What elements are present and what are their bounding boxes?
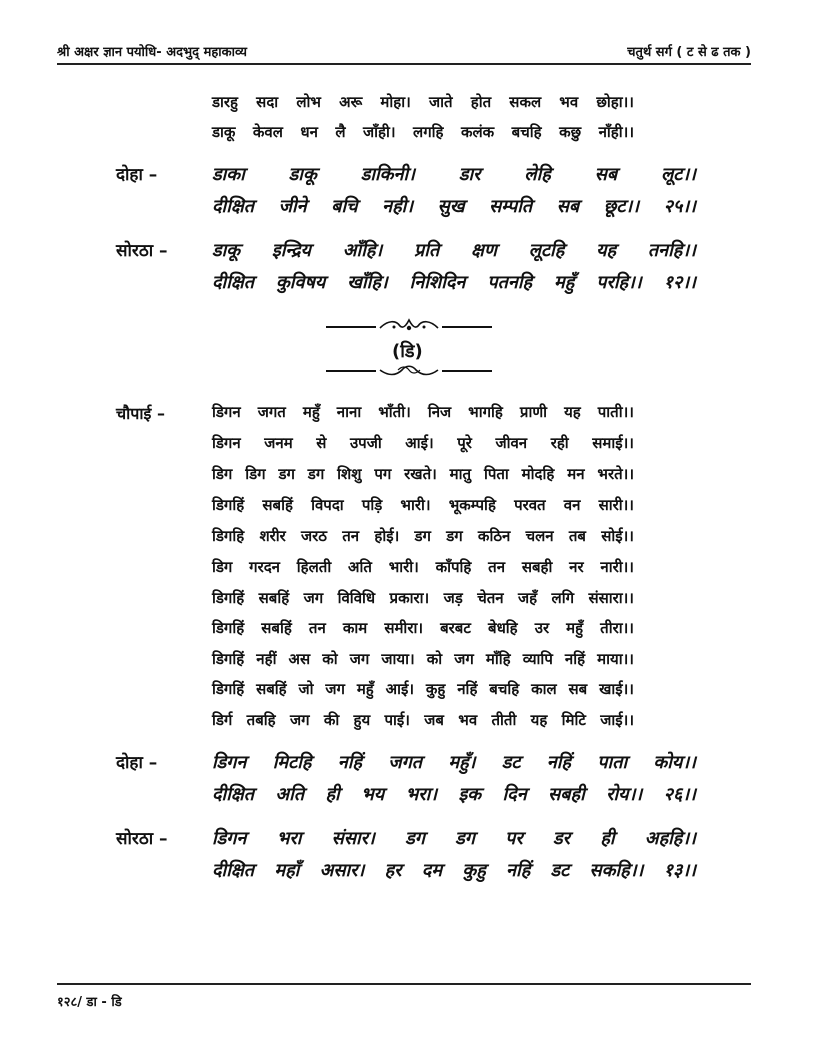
ornament-bottom-icon xyxy=(376,362,442,378)
soratha-label: सोरठा – xyxy=(116,241,168,261)
page-header xyxy=(57,40,751,60)
footer-rule xyxy=(57,983,751,985)
soratha-line: दीक्षित महाँ असार। हर दम कुहु नहिं डट सकहि।। १३।। xyxy=(212,860,696,881)
chaupai-line: डिगहिं सबहिं जो जग महुँ आई। कुहु नहिं बचहि काल सब खाई।। xyxy=(212,680,634,698)
chaupai-line: डिगहिं सबहिं जग विविधि प्रकारा। जड़ चेतन जहँ लगि संसारा।। xyxy=(212,589,634,607)
verse-line: डाकू केवल धन लै जाँही। लगहि कलंक बचहि कछु नाँही।। xyxy=(212,123,634,141)
verse-line: डारहु सदा लोभ अरू मोहा। जाते होत सकल भव छोहा।। xyxy=(212,93,634,111)
chaupai-line: डिगन जनम से उपजी आई। पूरे जीवन रही समाई।। xyxy=(212,434,634,452)
page-number: १२८/ डा - डि xyxy=(57,995,122,1010)
chaupai-line: डिग डिग डग डग शिशु पग रखते। मातु पिता मोदहि मन भरते।। xyxy=(212,465,634,483)
soratha-line: दीक्षित कुविषय खाँहि। निशिदिन पतनहि महुँ परहि।। १२।। xyxy=(212,272,696,293)
soratha-label: सोरठा – xyxy=(116,829,168,849)
doha-label: दोहा – xyxy=(116,165,158,185)
chaupai-line: डिग गरदन हिलती अति भारी। काँपहि तन सबही नर नारी।। xyxy=(212,558,634,576)
chaupai-line: डिगहिं सबहिं तन काम समीरा। बरबट बेधहि उर महुँ तीरा।। xyxy=(212,619,634,637)
header-rule xyxy=(57,63,751,65)
doha-line: डिगन मिटहि नहिं जगत महुँ। डट नहिं पाता कोय।। xyxy=(212,752,696,773)
book-title: श्री अक्षर ज्ञान पयोधि- अदभुद् महाकाव्य xyxy=(57,45,247,60)
chapter-title: चतुर्थ सर्ग ( ट से ढ तक ) xyxy=(627,45,751,60)
chaupai-label: चौपाई – xyxy=(116,404,165,423)
doha-line: दीक्षित अति ही भय भरा। इक दिन सबही रोय।। २६।। xyxy=(212,784,696,805)
chaupai-line: डिगन जगत महुँ नाना भाँती। निज भागहि प्राणी यह पाती।। xyxy=(212,403,634,421)
chaupai-line: डिगहिं सबहिं विपदा पड़ि भारी। भूकम्पहि परवत वन सारी।। xyxy=(212,496,634,514)
doha-line: दीक्षित जीने बचि नही। सुख सम्पति सब छूट।। २५।। xyxy=(212,196,696,217)
chaupai-line: डिगहिं नहीं अस को जग जाया। को जग माँहि व्यापि नहिं माया।। xyxy=(212,650,634,668)
soratha-line: डाकू इन्द्रिय आँहि। प्रति क्षण लूटहि यह तनहि।। xyxy=(212,240,696,261)
chaupai-line: डिर्ग तबहि जग की हुय पाई। जब भव तीती यह मिटि जाई।। xyxy=(212,711,634,729)
soratha-line: डिगन भरा संसार। डग डग पर डर ही अहहि।। xyxy=(212,828,696,849)
section-heading: (डि) xyxy=(392,341,423,362)
chaupai-line: डिगहि शरीर जरठ तन होई। डग डग कठिन चलन तब सोई।। xyxy=(212,527,634,545)
doha-label: दोहा – xyxy=(116,753,158,773)
ornament-top-icon xyxy=(376,318,442,334)
doha-line: डाका डाकू डाकिनी। डार लेहि सब लूट।। xyxy=(212,164,696,185)
